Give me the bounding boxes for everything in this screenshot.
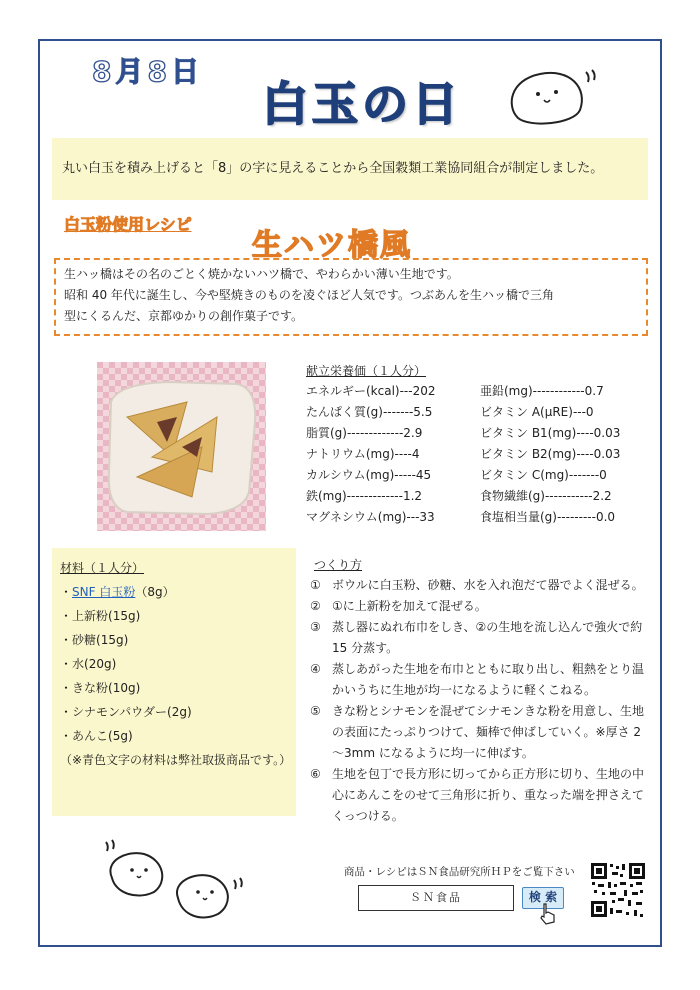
method-step: ① ボウルに白玉粉、砂糖、水を入れ泡だて器でよく混ぜる。 <box>310 578 644 592</box>
description-box <box>54 258 648 336</box>
nutrition-item: マグネシウム(mg)---33 <box>306 510 435 524</box>
method-step: ② ①に上新粉を加えて混ぜる。 <box>310 599 487 613</box>
nutrition-item: ナトリウム(mg)----4 <box>306 447 420 461</box>
page-date: 8月8日 <box>92 55 203 88</box>
nutrition-item: カルシウム(mg)-----45 <box>306 468 432 482</box>
material-item: ・上新粉(15g) <box>60 609 141 623</box>
material-item: ・きな粉(10g) <box>60 681 141 695</box>
nutrition-heading: 献立栄養価（１人分） <box>306 364 427 378</box>
nutrition-item: 亜鉛(mg)------------0.7 <box>480 384 604 398</box>
method-step: ④ 蒸しあがった生地を布巾とともに取り出し、粗熱をとり温かいうちに生地が均一になるように軽くこねる。 <box>310 662 645 697</box>
dish-photo <box>97 362 266 531</box>
method-step: ⑥ 生地を包丁で長方形に切ってから正方形に切り、生地の中心にあんこをのせて三角形に折り、重なった端を押さえてくっつける。 <box>310 767 645 823</box>
description-line: 生ハッ橋はその名のごとく焼かないハツ橋で、やわらかい薄い生地です。 <box>64 267 459 281</box>
material-item: ・砂糖(15g) <box>60 633 129 647</box>
intro-text: 丸い白玉を積み上げると「8」の字に見えることから全国穀類工業協同組合が制定しました。 <box>52 138 648 200</box>
material-product-link[interactable]: SNF 白玉粉 <box>72 585 136 599</box>
nutrition-left-column <box>306 381 436 528</box>
materials-heading: 材料（１人分） <box>60 561 145 575</box>
nutrition-item: ビタミン B1(mg)----0.03 <box>480 426 621 440</box>
nutrition-item: たんぱく質(g)-------5.5 <box>306 405 433 419</box>
nutrition-item: 食塩相当量(g)---------0.0 <box>480 510 616 524</box>
description-line: 昭和 40 年代に誕生し、今や堅焼きのものを凌ぐほど人気です。つぶあんを生ハッ橋で三角 <box>64 288 554 302</box>
method-heading: つくり方 <box>314 558 363 572</box>
smiling-mochi-icon <box>98 838 248 928</box>
nutrition-item: エネルギー(kcal)---202 <box>306 384 436 398</box>
material-item: ・あんこ(5g) <box>60 729 133 743</box>
materials-list <box>60 556 291 772</box>
material-item: ・水(20g) <box>60 657 117 671</box>
dish-name: 生ハツ橋風 <box>252 228 412 263</box>
cursor-hand-icon <box>538 902 558 926</box>
material-item: ・シナモンパウダー(2g) <box>60 705 192 719</box>
nutrition-item: ビタミン C(mg)-------0 <box>480 468 607 482</box>
smiling-mochi-icon <box>500 58 610 138</box>
method-step: ⑤ きな粉とシナモンを混ぜてシナモンきな粉を用意し、生地の表面にたっぷりつけて、麺棒で伸ばしていく。※厚さ 2～3mm になるように均一に伸ばす。 <box>310 704 645 760</box>
promo-text: 商品・レシピはＳＮ食品研究所ＨＰをご覧下さい <box>344 866 575 878</box>
nutrition-item: 鉄(mg)-------------1.2 <box>306 489 423 503</box>
search-button[interactable]: 検 索 <box>522 887 564 909</box>
qr-code-icon[interactable] <box>590 862 646 918</box>
nutrition-item: ビタミン B2(mg)----0.03 <box>480 447 621 461</box>
search-input[interactable]: ＳＮ食品 <box>358 885 514 911</box>
nutrition-right-column <box>480 381 620 528</box>
material-item: ・SNF 白玉粉（8g） <box>60 585 175 599</box>
nutrition-item: ビタミン A(μRE)---0 <box>480 405 594 419</box>
materials-note: （※青色文字の材料は弊社取扱商品です。） <box>60 753 292 767</box>
nutrition-item: 脂質(g)-------------2.9 <box>306 426 423 440</box>
description-line: 型にくるんだ、京都ゆかりの創作菓子です。 <box>64 309 304 323</box>
page-title: 白玉の日 <box>262 77 462 131</box>
recipe-tag: 白玉粉使用レシピ <box>64 215 192 234</box>
method-steps <box>310 575 650 827</box>
method-step: ③ 蒸し器にぬれ布巾をしき、②の生地を流し込んで強火で約 15 分蒸す。 <box>310 620 643 655</box>
nutrition-item: 食物繊維(g)-----------2.2 <box>480 489 612 503</box>
